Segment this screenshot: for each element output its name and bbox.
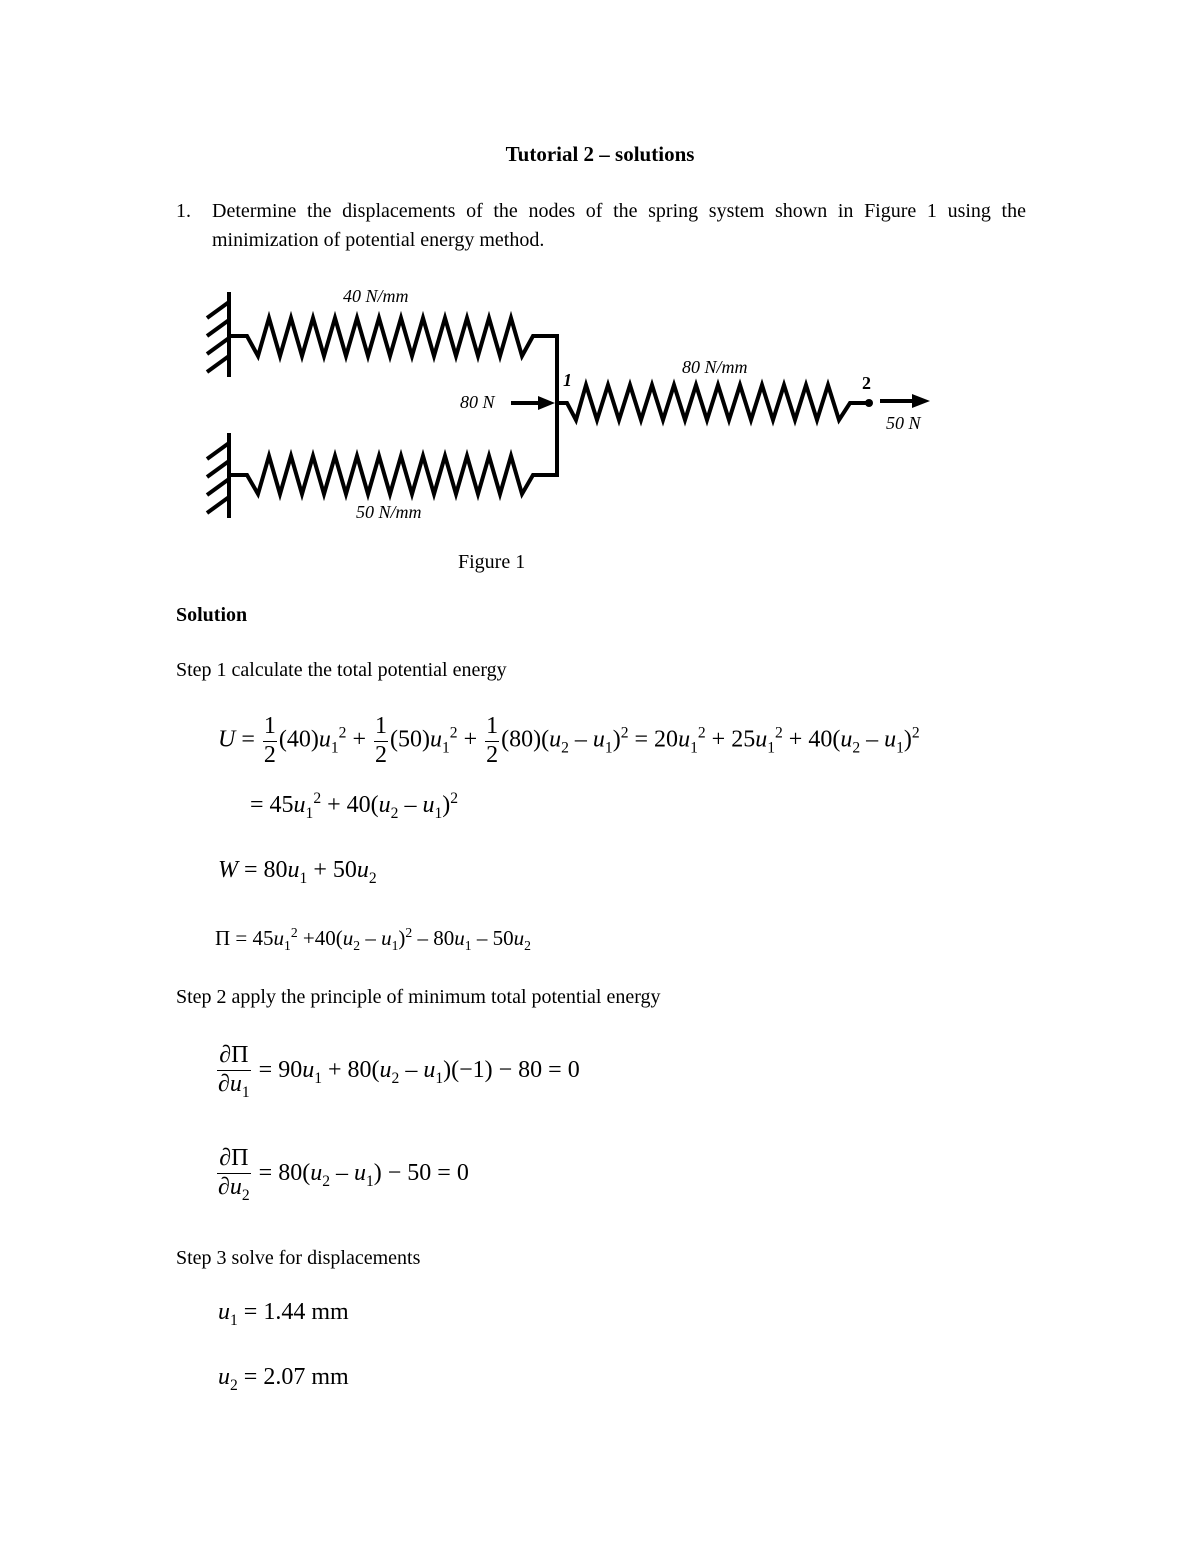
label-spring-50: 50 N/mm [356, 502, 422, 522]
spring-80 [557, 385, 869, 420]
label-spring-80: 80 N/mm [682, 357, 748, 377]
label-node-2: 2 [862, 373, 871, 393]
top-wall [207, 292, 229, 377]
symbol-u: U [218, 726, 236, 753]
fraction-half: $\frac{1}{2}$ [486, 713, 499, 768]
node-2-dot [865, 399, 873, 407]
label-force-50: 50 N [886, 413, 921, 433]
equation-u-simplified: = $45u_1^2 + 40(u_2 - u_1)^2$ [250, 790, 459, 822]
step-3-text: Step 3 solve for displacements [176, 1247, 421, 1269]
step-2-text: Step 2 apply the principle of minimum total potential energy [176, 986, 661, 1008]
page-title: Tutorial 2 – solutions [505, 142, 695, 166]
spring-system-figure [0, 0, 1200, 600]
figure-caption: Figure 1 [458, 551, 526, 573]
fraction-dpi-du1: $\frac{\partial\Pi}{\partial u_1}$ [218, 1042, 250, 1101]
equation-u: U = $\frac{1}{2}$ $(40)u_1^2$ + $\frac{1}{2}$ $(50)u_1^2$ + $\frac{1}{2}$ $(80)(u_2 - u_1)^2 = 20u_1^2 + 25u_1^2 + 40(u_2 - u_1)^2$ [218, 713, 920, 768]
equation-pi: $\Pi = 45u_1^2 +40(u_2 - u_1)^2 - 80u_1 - 50u_2$ [215, 925, 531, 954]
result-u1: $u_1 = 1.44$ mm [218, 1299, 349, 1329]
fraction-half: $\frac{1}{2}$ [263, 713, 276, 768]
equation-derivative-u1: $\frac{\partial\Pi}{\partial u_1}$ = $90u_1 + 80(u_2 - u_1)(-1) - 80 = 0$ [218, 1042, 580, 1101]
force-arrow-80 [511, 396, 555, 410]
result-u2: $u_2 = 2.07$ mm [218, 1364, 349, 1394]
label-spring-40: 40 N/mm [343, 286, 409, 306]
fraction-half: $\frac{1}{2}$ [375, 713, 388, 768]
bottom-wall [207, 433, 229, 518]
fraction-dpi-du2: $\frac{\partial\Pi}{\partial u_2}$ [218, 1145, 250, 1204]
spring-50 [229, 456, 557, 494]
solution-heading: Solution [176, 604, 248, 626]
problem-number: 1. [176, 200, 191, 222]
step-1-text: Step 1 calculate the total potential energy [176, 659, 507, 681]
problem-text: Determine the displacements of the nodes of the spring system shown in Figure 1 using the minimization of potential energy method. [212, 200, 1026, 251]
equation-w: $W = 80u_1 + 50u_2$ [218, 857, 377, 887]
force-arrow-50 [880, 394, 930, 408]
equation-derivative-u2: $\frac{\partial\Pi}{\partial u_2}$ = $80(u_2 - u_1) - 50 = 0$ [218, 1145, 469, 1204]
spring-40 [229, 318, 557, 356]
label-node-1: 1 [563, 370, 572, 390]
label-force-80: 80 N [460, 392, 495, 412]
